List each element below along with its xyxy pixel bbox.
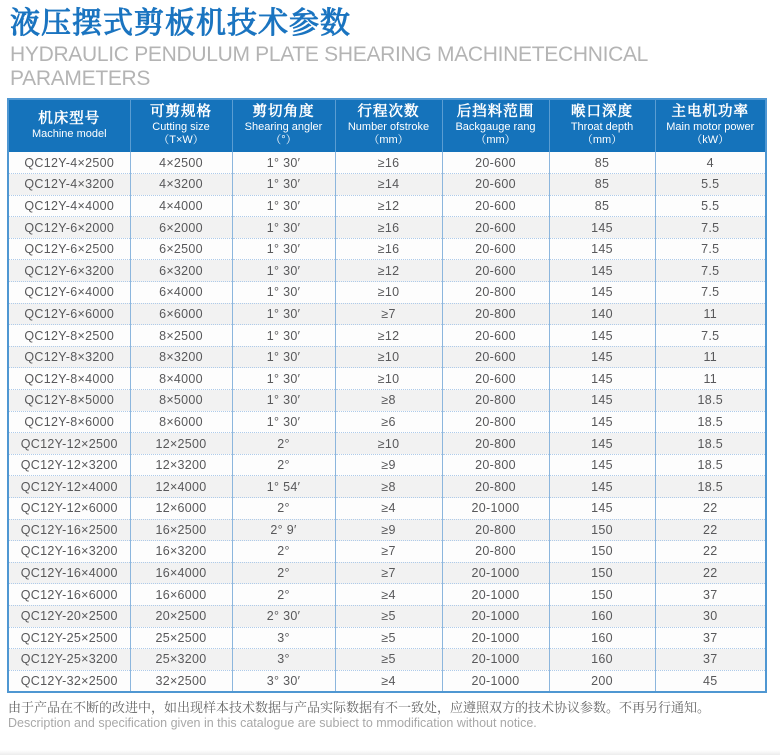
table-cell: QC12Y-4×4000 bbox=[8, 195, 130, 217]
table-cell: 4×2500 bbox=[130, 152, 232, 174]
table-cell: 2° 30′ bbox=[232, 605, 335, 627]
table-cell: 2° bbox=[232, 541, 335, 563]
column-header-backgauge-range bbox=[442, 99, 549, 152]
table-cell: 22 bbox=[655, 562, 766, 584]
table-cell: QC12Y-16×2500 bbox=[8, 519, 130, 541]
table-cell: 145 bbox=[549, 325, 655, 347]
table-cell: 200 bbox=[549, 670, 655, 692]
table-cell: ≥12 bbox=[335, 260, 442, 282]
column-header-unit: （mm） bbox=[475, 134, 516, 146]
disclaimer-en: Description and specification given in this catalogue are subiect to mmodification without notice. bbox=[8, 715, 537, 730]
table-cell: 4×3200 bbox=[130, 174, 232, 196]
table-cell: 18.5 bbox=[655, 390, 766, 412]
table-cell: 4 bbox=[655, 152, 766, 174]
column-header-cn: 主电机功率 bbox=[671, 104, 749, 120]
table-cell: ≥7 bbox=[335, 541, 442, 563]
table-cell: 18.5 bbox=[655, 476, 766, 498]
table-row bbox=[8, 368, 766, 390]
specs-table bbox=[7, 98, 767, 693]
table-cell: 3° bbox=[232, 649, 335, 671]
table-cell: QC12Y-25×3200 bbox=[8, 649, 130, 671]
table-cell: QC12Y-6×3200 bbox=[8, 260, 130, 282]
column-header-cn: 机床型号 bbox=[38, 110, 101, 127]
table-row bbox=[8, 519, 766, 541]
table-cell: 18.5 bbox=[655, 411, 766, 433]
column-header-shearing-angle bbox=[232, 99, 335, 152]
table-row bbox=[8, 476, 766, 498]
table-cell: 145 bbox=[549, 217, 655, 239]
table-row bbox=[8, 562, 766, 584]
table-cell: ≥6 bbox=[335, 411, 442, 433]
table-cell: 2° bbox=[232, 454, 335, 476]
column-header-unit: （°） bbox=[270, 134, 297, 146]
table-cell: 1° 30′ bbox=[232, 368, 335, 390]
table-cell: 7.5 bbox=[655, 217, 766, 239]
table-cell: 4×4000 bbox=[130, 195, 232, 217]
table-row bbox=[8, 627, 766, 649]
table-cell: 150 bbox=[549, 541, 655, 563]
table-cell: 85 bbox=[549, 195, 655, 217]
table-cell: 85 bbox=[549, 174, 655, 196]
table-row bbox=[8, 649, 766, 671]
column-header-en: Cutting size bbox=[152, 121, 210, 133]
table-cell: 11 bbox=[655, 346, 766, 368]
table-cell: 11 bbox=[655, 303, 766, 325]
table-cell: ≥8 bbox=[335, 390, 442, 412]
page-subtitle: HYDRAULIC PENDULUM PLATE SHEARING MACHINETECHNICAL PARAMETERS bbox=[10, 43, 648, 90]
table-cell: ≥4 bbox=[335, 498, 442, 520]
table-cell: ≥7 bbox=[335, 303, 442, 325]
table-row bbox=[8, 152, 766, 174]
column-header-cn: 行程次数 bbox=[357, 104, 420, 120]
table-cell: 1° 30′ bbox=[232, 152, 335, 174]
table-row bbox=[8, 433, 766, 455]
table-cell: 1° 30′ bbox=[232, 411, 335, 433]
column-header-en: Backgauge rang bbox=[455, 121, 536, 133]
table-cell: 32×2500 bbox=[130, 670, 232, 692]
column-header-unit: （kW） bbox=[691, 134, 730, 146]
table-cell: ≥4 bbox=[335, 584, 442, 606]
table-cell: 1° 54′ bbox=[232, 476, 335, 498]
table-cell: ≥10 bbox=[335, 368, 442, 390]
table-cell: 2° 9′ bbox=[232, 519, 335, 541]
table-cell: QC12Y-8×2500 bbox=[8, 325, 130, 347]
specs-table-body bbox=[8, 152, 766, 692]
table-cell: QC12Y-25×2500 bbox=[8, 627, 130, 649]
table-cell: 8×4000 bbox=[130, 368, 232, 390]
table-cell: 8×5000 bbox=[130, 390, 232, 412]
table-cell: 3° bbox=[232, 627, 335, 649]
table-cell: 16×4000 bbox=[130, 562, 232, 584]
table-cell: 8×2500 bbox=[130, 325, 232, 347]
table-cell: 2° bbox=[232, 433, 335, 455]
table-row bbox=[8, 346, 766, 368]
table-cell: 22 bbox=[655, 541, 766, 563]
table-cell: ≥12 bbox=[335, 195, 442, 217]
table-cell: 8×6000 bbox=[130, 411, 232, 433]
table-cell: QC12Y-16×4000 bbox=[8, 562, 130, 584]
table-cell: QC12Y-8×3200 bbox=[8, 346, 130, 368]
table-cell: 20-800 bbox=[442, 433, 549, 455]
page-title: 液压摆式剪板机技术参数 bbox=[10, 7, 351, 40]
table-cell: ≥10 bbox=[335, 433, 442, 455]
table-cell: QC12Y-12×6000 bbox=[8, 498, 130, 520]
table-row bbox=[8, 303, 766, 325]
specs-table-header bbox=[8, 99, 766, 152]
table-cell: 1° 30′ bbox=[232, 390, 335, 412]
table-cell: 11 bbox=[655, 368, 766, 390]
table-cell: QC12Y-8×4000 bbox=[8, 368, 130, 390]
table-cell: QC12Y-16×6000 bbox=[8, 584, 130, 606]
header-row bbox=[8, 99, 766, 152]
column-header-unit: （mm） bbox=[581, 134, 623, 146]
table-cell: 145 bbox=[549, 390, 655, 412]
table-cell: 7.5 bbox=[655, 325, 766, 347]
table-cell: 20-600 bbox=[442, 346, 549, 368]
table-cell: ≥7 bbox=[335, 562, 442, 584]
table-cell: QC12Y-6×2000 bbox=[8, 217, 130, 239]
table-cell: 37 bbox=[655, 649, 766, 671]
table-cell: QC12Y-20×2500 bbox=[8, 605, 130, 627]
table-cell: 1° 30′ bbox=[232, 346, 335, 368]
table-cell: QC12Y-6×6000 bbox=[8, 303, 130, 325]
table-cell: 145 bbox=[549, 476, 655, 498]
table-cell: ≥9 bbox=[335, 454, 442, 476]
table-row bbox=[8, 260, 766, 282]
table-cell: ≥10 bbox=[335, 282, 442, 304]
table-cell: 20-800 bbox=[442, 476, 549, 498]
table-cell: 145 bbox=[549, 433, 655, 455]
table-cell: 20-800 bbox=[442, 282, 549, 304]
column-header-cn: 喉口深度 bbox=[571, 104, 633, 120]
table-cell: 20-800 bbox=[442, 411, 549, 433]
table-cell: 20-1000 bbox=[442, 605, 549, 627]
table-cell: QC12Y-32×2500 bbox=[8, 670, 130, 692]
table-cell: 145 bbox=[549, 454, 655, 476]
table-cell: 45 bbox=[655, 670, 766, 692]
column-header-machine-model bbox=[8, 99, 130, 152]
table-cell: QC12Y-4×2500 bbox=[8, 152, 130, 174]
table-cell: 150 bbox=[549, 519, 655, 541]
column-header-main-motor-power bbox=[655, 99, 766, 152]
table-cell: 5.5 bbox=[655, 174, 766, 196]
page-heading bbox=[0, 0, 780, 91]
table-cell: 145 bbox=[549, 238, 655, 260]
table-row bbox=[8, 217, 766, 239]
table-cell: 7.5 bbox=[655, 260, 766, 282]
table-cell: 20-800 bbox=[442, 454, 549, 476]
table-row bbox=[8, 174, 766, 196]
table-cell: 6×4000 bbox=[130, 282, 232, 304]
table-cell: QC12Y-12×3200 bbox=[8, 454, 130, 476]
table-cell: 2° bbox=[232, 562, 335, 584]
table-row bbox=[8, 454, 766, 476]
column-header-en: Machine model bbox=[31, 127, 107, 140]
table-cell: QC12Y-8×6000 bbox=[8, 411, 130, 433]
table-cell: 20-600 bbox=[442, 217, 549, 239]
column-header-cn: 可剪规格 bbox=[150, 104, 212, 120]
table-cell: 145 bbox=[549, 260, 655, 282]
table-cell: 1° 30′ bbox=[232, 282, 335, 304]
table-cell: 20-1000 bbox=[442, 562, 549, 584]
table-cell: 20-600 bbox=[442, 238, 549, 260]
table-cell: ≥5 bbox=[335, 649, 442, 671]
table-cell: 18.5 bbox=[655, 454, 766, 476]
table-cell: 6×2000 bbox=[130, 217, 232, 239]
table-cell: 25×2500 bbox=[130, 627, 232, 649]
table-row bbox=[8, 670, 766, 692]
table-cell: 145 bbox=[549, 368, 655, 390]
table-cell: 6×6000 bbox=[130, 303, 232, 325]
table-row bbox=[8, 195, 766, 217]
table-cell: ≥16 bbox=[335, 152, 442, 174]
table-cell: 20-1000 bbox=[442, 627, 549, 649]
table-cell: ≥16 bbox=[335, 238, 442, 260]
table-cell: QC12Y-16×3200 bbox=[8, 541, 130, 563]
table-cell: 20-600 bbox=[442, 325, 549, 347]
table-cell: 12×6000 bbox=[130, 498, 232, 520]
table-row bbox=[8, 282, 766, 304]
table-cell: 37 bbox=[655, 627, 766, 649]
table-cell: 25×3200 bbox=[130, 649, 232, 671]
table-cell: 20-800 bbox=[442, 390, 549, 412]
table-row bbox=[8, 390, 766, 412]
table-cell: 160 bbox=[549, 627, 655, 649]
table-cell: 12×4000 bbox=[130, 476, 232, 498]
table-cell: 16×6000 bbox=[130, 584, 232, 606]
table-row bbox=[8, 325, 766, 347]
table-cell: ≥16 bbox=[335, 217, 442, 239]
table-cell: 20-600 bbox=[442, 174, 549, 196]
table-cell: 85 bbox=[549, 152, 655, 174]
table-cell: 12×3200 bbox=[130, 454, 232, 476]
table-row bbox=[8, 411, 766, 433]
table-cell: 20-600 bbox=[442, 368, 549, 390]
column-header-unit: （T×W） bbox=[158, 134, 204, 146]
table-cell: QC12Y-8×5000 bbox=[8, 390, 130, 412]
table-cell: 8×3200 bbox=[130, 346, 232, 368]
table-cell: 20-600 bbox=[442, 152, 549, 174]
table-cell: 20-800 bbox=[442, 519, 549, 541]
table-cell: 1° 30′ bbox=[232, 303, 335, 325]
table-cell: 22 bbox=[655, 519, 766, 541]
table-cell: 145 bbox=[549, 282, 655, 304]
column-header-unit: （mm） bbox=[368, 134, 409, 146]
table-cell: 20-600 bbox=[442, 195, 549, 217]
column-header-en: Number ofstroke bbox=[347, 121, 430, 133]
table-cell: 1° 30′ bbox=[232, 195, 335, 217]
column-header-en: Shearing angler bbox=[244, 121, 323, 133]
table-cell: 1° 30′ bbox=[232, 260, 335, 282]
table-cell: ≥9 bbox=[335, 519, 442, 541]
table-cell: 20-1000 bbox=[442, 649, 549, 671]
table-cell: 160 bbox=[549, 605, 655, 627]
disclaimer-cn: 由于产品在不断的改进中，如出现样本技术数据与产品实际数据有不一致处，应遵照双方的技术协议参数。不再另行通知。 bbox=[8, 699, 711, 715]
table-cell: ≥10 bbox=[335, 346, 442, 368]
column-header-cn: 剪切角度 bbox=[252, 104, 315, 120]
table-cell: 1° 30′ bbox=[232, 238, 335, 260]
table-cell: 3° 30′ bbox=[232, 670, 335, 692]
table-cell: QC12Y-6×2500 bbox=[8, 238, 130, 260]
table-cell: QC12Y-12×2500 bbox=[8, 433, 130, 455]
table-cell: 1° 30′ bbox=[232, 325, 335, 347]
table-cell: QC12Y-4×3200 bbox=[8, 174, 130, 196]
table-cell: 160 bbox=[549, 649, 655, 671]
table-cell: QC12Y-12×4000 bbox=[8, 476, 130, 498]
column-header-en: Main motor power bbox=[666, 121, 755, 133]
table-cell: 20-1000 bbox=[442, 584, 549, 606]
table-cell: 2° bbox=[232, 584, 335, 606]
table-row bbox=[8, 238, 766, 260]
table-cell: 7.5 bbox=[655, 238, 766, 260]
table-cell: 20-800 bbox=[442, 303, 549, 325]
table-cell: ≥14 bbox=[335, 174, 442, 196]
column-header-throat-depth bbox=[549, 99, 655, 152]
table-cell: 145 bbox=[549, 411, 655, 433]
table-cell: 16×2500 bbox=[130, 519, 232, 541]
table-cell: 20×2500 bbox=[130, 605, 232, 627]
table-cell: 20-600 bbox=[442, 260, 549, 282]
table-cell: ≥5 bbox=[335, 605, 442, 627]
column-header-cn: 后挡料范围 bbox=[456, 104, 535, 120]
table-cell: 20-1000 bbox=[442, 670, 549, 692]
disclaimer bbox=[8, 699, 772, 731]
table-cell: QC12Y-6×4000 bbox=[8, 282, 130, 304]
table-cell: ≥12 bbox=[335, 325, 442, 347]
page-bottom-fade bbox=[0, 750, 780, 755]
table-cell: 6×3200 bbox=[130, 260, 232, 282]
table-cell: 6×2500 bbox=[130, 238, 232, 260]
column-header-cutting-size bbox=[130, 99, 232, 152]
table-cell: 1° 30′ bbox=[232, 217, 335, 239]
table-cell: 150 bbox=[549, 562, 655, 584]
table-row bbox=[8, 605, 766, 627]
table-cell: 7.5 bbox=[655, 282, 766, 304]
table-cell: 145 bbox=[549, 498, 655, 520]
column-header-number-of-stroke bbox=[335, 99, 442, 152]
table-cell: 5.5 bbox=[655, 195, 766, 217]
table-cell: 140 bbox=[549, 303, 655, 325]
table-cell: ≥8 bbox=[335, 476, 442, 498]
table-cell: 1° 30′ bbox=[232, 174, 335, 196]
table-cell: 37 bbox=[655, 584, 766, 606]
table-cell: 20-1000 bbox=[442, 498, 549, 520]
table-cell: 145 bbox=[549, 346, 655, 368]
table-cell: ≥4 bbox=[335, 670, 442, 692]
table-cell: ≥5 bbox=[335, 627, 442, 649]
table-cell: 20-800 bbox=[442, 541, 549, 563]
table-row bbox=[8, 498, 766, 520]
table-cell: 22 bbox=[655, 498, 766, 520]
table-cell: 30 bbox=[655, 605, 766, 627]
table-cell: 12×2500 bbox=[130, 433, 232, 455]
table-row bbox=[8, 584, 766, 606]
table-cell: 16×3200 bbox=[130, 541, 232, 563]
table-cell: 150 bbox=[549, 584, 655, 606]
table-cell: 2° bbox=[232, 498, 335, 520]
table-cell: 18.5 bbox=[655, 433, 766, 455]
column-header-en: Throat depth bbox=[570, 121, 634, 133]
table-row bbox=[8, 541, 766, 563]
